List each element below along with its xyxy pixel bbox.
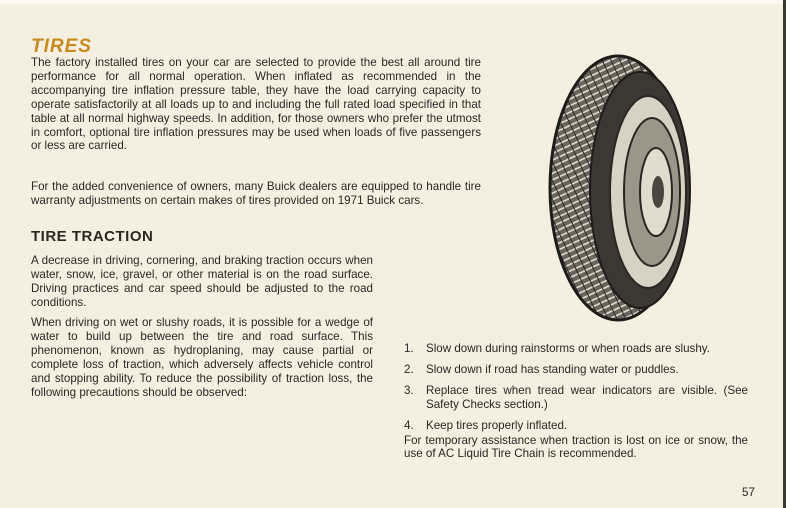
list-number: 1.	[404, 342, 414, 355]
list-text: Slow down during rainstorms or when roads are slushy.	[426, 342, 710, 355]
page-right-edge	[783, 0, 800, 508]
list-number: 3.	[404, 383, 414, 397]
list-item	[404, 384, 748, 412]
traction-heading: TIRE TRACTION	[31, 228, 154, 245]
traction-paragraph-2: When driving on wet or slushy roads, it is possible for a wedge of water to build up between the tire and road surface. This phenomenon, known as hydroplaning, may cause partial or complete loss of traction, which adversely affects vehicle control and stopping ability. To reduce the possibility of traction loss, the following precautions should be observed:	[31, 316, 373, 399]
liquid-tire-chain-note: For temporary assistance when traction is lost on ice or snow, the use of AC Liquid Tire Chain is recommended.	[404, 433, 748, 461]
list-number: 4.	[404, 418, 414, 432]
page-title: TIRES	[31, 36, 92, 57]
list-item	[404, 419, 748, 433]
list-text: Replace tires when tread wear indicators are visible. (See Safety Checks section.)	[426, 383, 748, 411]
page-top-edge	[0, 0, 786, 4]
list-item	[404, 363, 748, 377]
list-text: Slow down if road has standing water or puddles.	[426, 362, 679, 376]
tires-paragraph-1: The factory installed tires on your car are selected to provide the best all around tire performance for all normal operation. When inflated as recommended in the accompanying tire inflation pressure table, they have the load carrying capacity to operate satisfactorily at all loads up to and including the full rated load specified in that table at all normal highway speeds. In addition, for those owners who prefer the utmost in comfort, optional tire inflation pressures may be used when loads of five passengers or less are carried.	[31, 56, 481, 153]
traction-paragraph-1: A decrease in driving, cornering, and braking traction occurs when water, snow, ice, gravel, or other material is on the road surface. Driving practices and car speed should be adjusted to the road conditions.	[31, 254, 373, 309]
precautions-list	[404, 342, 748, 461]
list-item	[404, 342, 748, 356]
tire-illustration	[540, 50, 700, 325]
list-text: Keep tires properly inflated.	[426, 418, 568, 432]
list-number: 2.	[404, 362, 414, 376]
page-number: 57	[742, 486, 755, 499]
tires-paragraph-2: For the added convenience of owners, many Buick dealers are equipped to handle tire warranty adjustments on certain makes of tires provided on 1971 Buick cars.	[31, 180, 481, 207]
